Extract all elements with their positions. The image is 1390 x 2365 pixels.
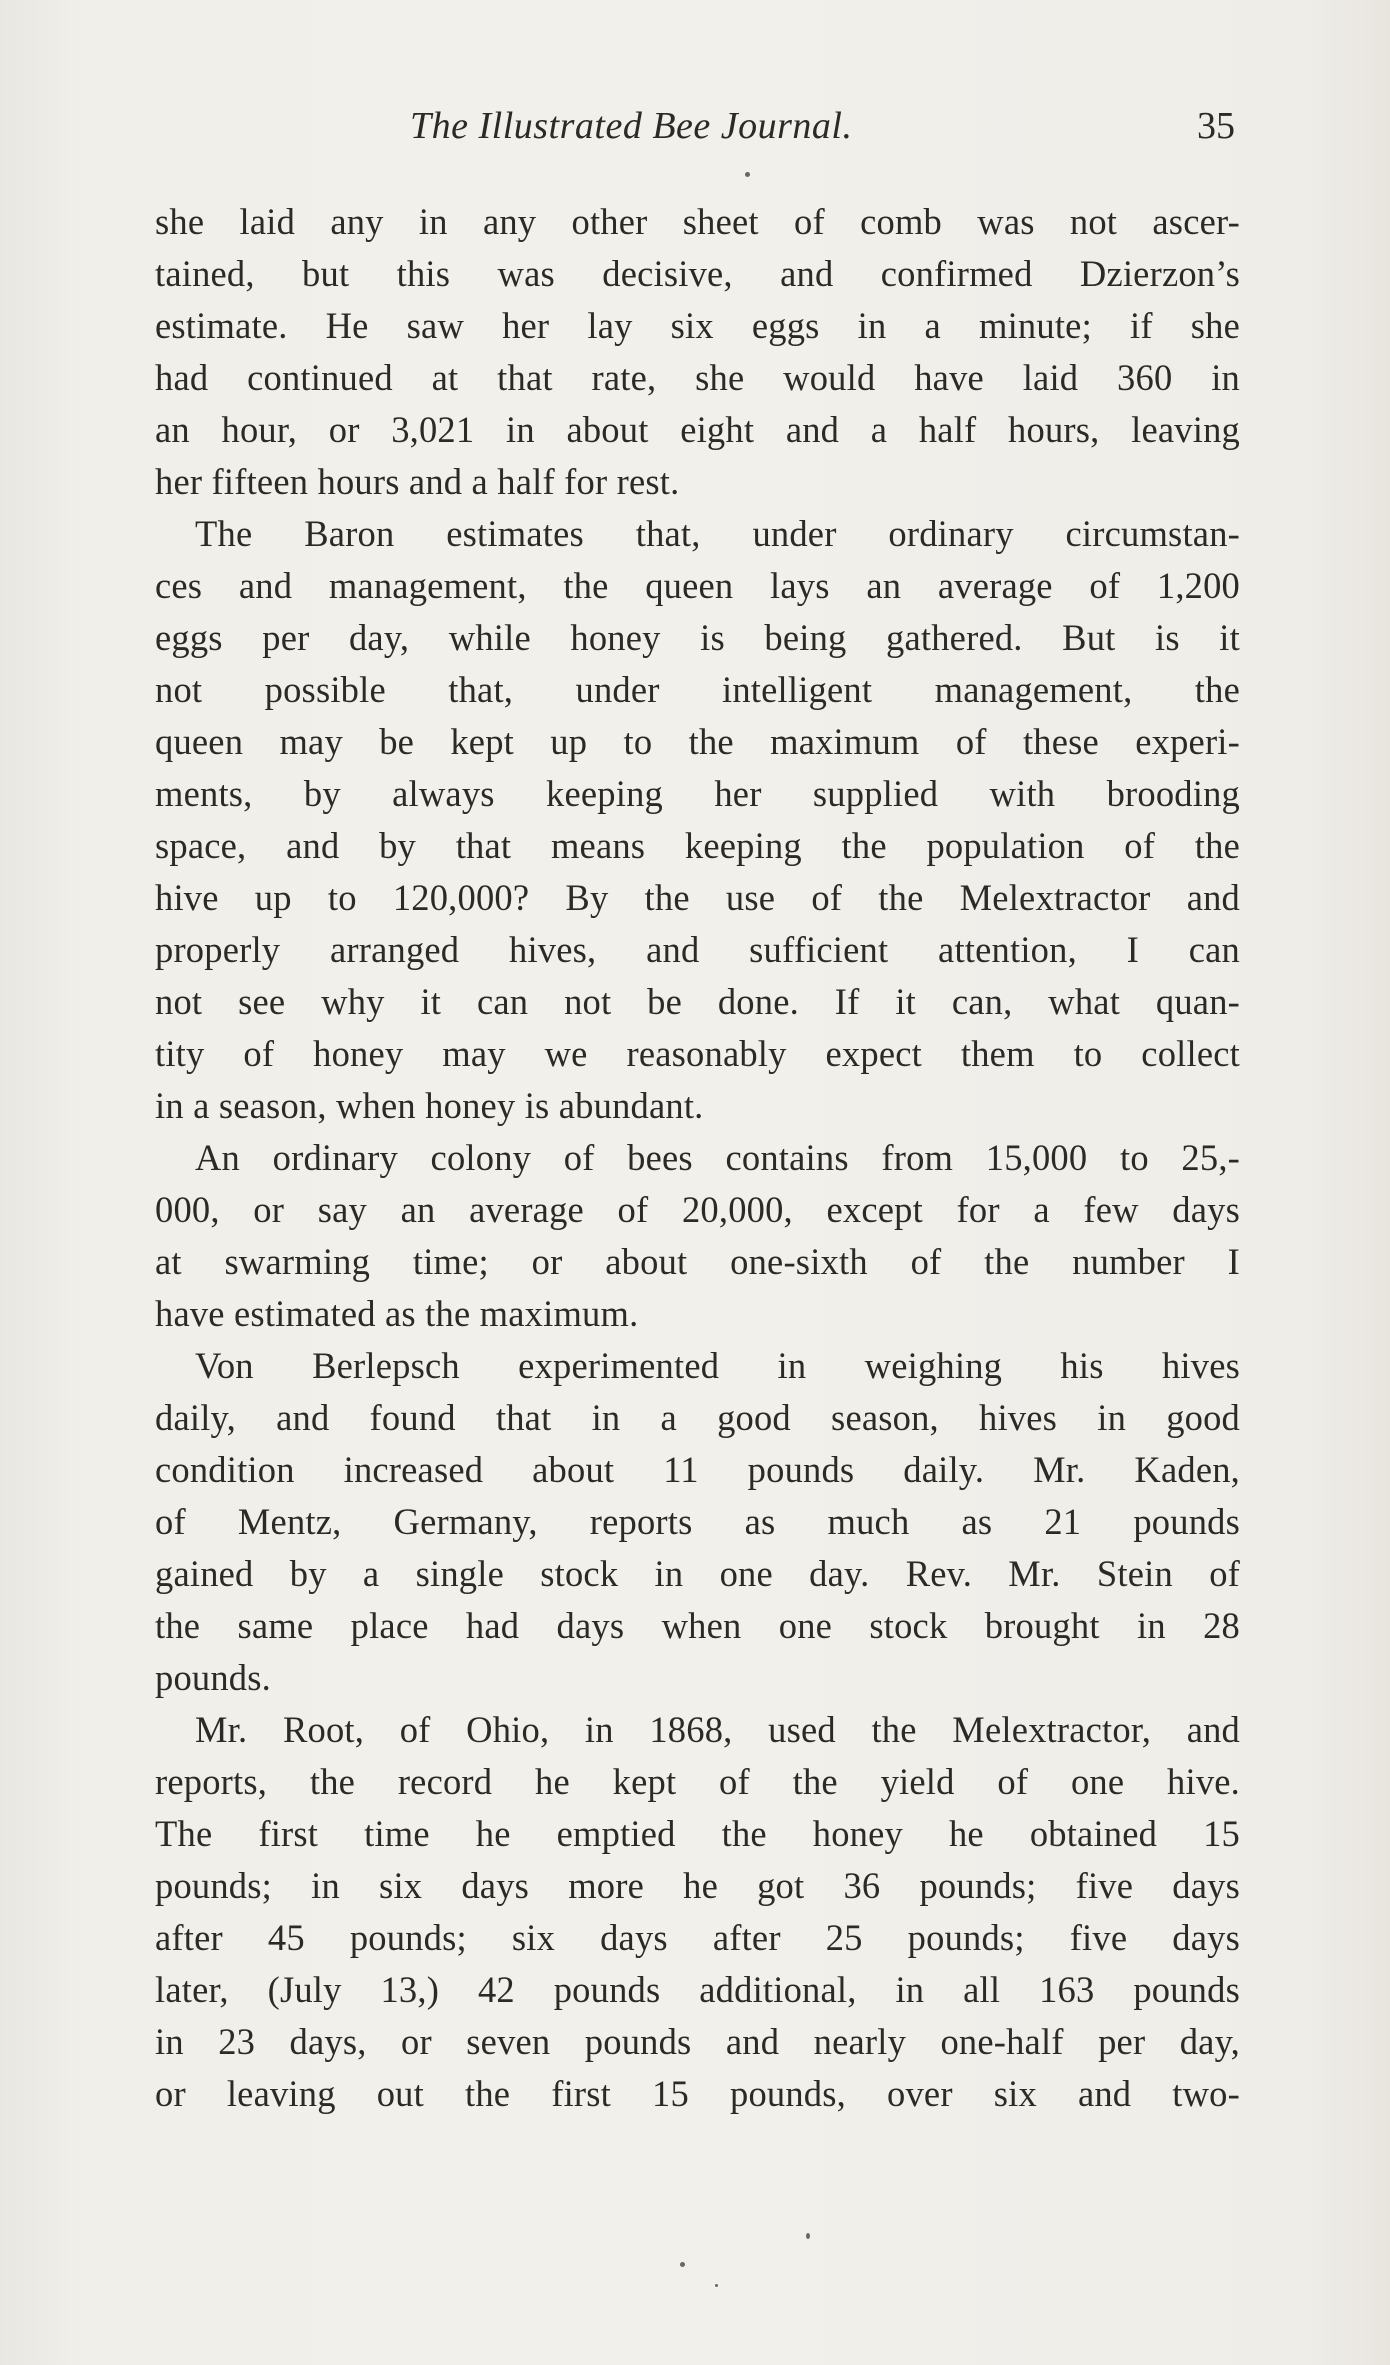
text-line: An ordinary colony of bees contains from 15,000 to 25,- [195, 1137, 1240, 1178]
text-line: hive up to 120,000? By the use of the Melextractor and [155, 877, 1240, 918]
text-line: not see why it can not be done. If it can, what quan- [155, 981, 1240, 1022]
body-text [155, 196, 1240, 2120]
text-line: or leaving out the first 15 pounds, over six and two- [155, 2073, 1240, 2114]
text-line: The Baron estimates that, under ordinary circumstan- [195, 513, 1240, 554]
ink-speck [806, 2233, 810, 2239]
text-line: eggs per day, while honey is being gathered. But is it [155, 617, 1240, 658]
text-line: gained by a single stock in one day. Rev. Mr. Stein of [155, 1553, 1240, 1594]
text-line: her fifteen hours and a half for rest. [155, 461, 680, 502]
text-line: pounds; in six days more he got 36 pounds; five days [155, 1865, 1240, 1906]
text-line: daily, and found that in a good season, hives in good [155, 1397, 1240, 1438]
text-line: of Mentz, Germany, reports as much as 21 pounds [155, 1501, 1240, 1542]
ink-speck [745, 172, 750, 177]
text-line: ments, by always keeping her supplied with brooding [155, 773, 1240, 814]
text-line: The first time he emptied the honey he obtained 15 [155, 1813, 1240, 1854]
ink-speck [680, 2262, 685, 2267]
text-line: tained, but this was decisive, and confirmed Dzierzon’s [155, 253, 1240, 294]
text-line: later, (July 13,) 42 pounds additional, in all 163 pounds [155, 1969, 1240, 2010]
text-line: 000, or say an average of 20,000, except for a few days [155, 1189, 1240, 1230]
text-line: properly arranged hives, and sufficient attention, I can [155, 929, 1240, 970]
text-line: at swarming time; or about one-sixth of the number I [155, 1241, 1240, 1282]
text-line: ces and management, the queen lays an average of 1,200 [155, 565, 1240, 606]
text-line: had continued at that rate, she would have laid 360 in [155, 357, 1240, 398]
text-line: not possible that, under intelligent management, the [155, 669, 1240, 710]
text-line: estimate. He saw her lay six eggs in a minute; if she [155, 305, 1240, 346]
text-line: she laid any in any other sheet of comb was not ascer- [155, 201, 1240, 242]
text-line: condition increased about 11 pounds daily. Mr. Kaden, [155, 1449, 1240, 1490]
page-number: 35 [1197, 105, 1235, 147]
running-title: The Illustrated Bee Journal. [410, 105, 853, 147]
ink-speck [715, 2284, 718, 2287]
page-header [155, 104, 1240, 164]
text-line: an hour, or 3,021 in about eight and a half hours, leaving [155, 409, 1240, 450]
text-line: the same place had days when one stock brought in 28 [155, 1605, 1240, 1646]
text-line: have estimated as the maximum. [155, 1293, 639, 1334]
text-line: Von Berlepsch experimented in weighing his hives [195, 1345, 1240, 1386]
text-line: in a season, when honey is abundant. [155, 1085, 704, 1126]
text-line: after 45 pounds; six days after 25 pounds; five days [155, 1917, 1240, 1958]
text-line: queen may be kept up to the maximum of these experi- [155, 721, 1240, 762]
text-line: Mr. Root, of Ohio, in 1868, used the Melextractor, and [195, 1709, 1240, 1750]
text-line: space, and by that means keeping the population of the [155, 825, 1240, 866]
text-line: in 23 days, or seven pounds and nearly one-half per day, [155, 2021, 1240, 2062]
text-line: pounds. [155, 1657, 271, 1698]
text-line: tity of honey may we reasonably expect them to collect [155, 1033, 1240, 1074]
text-line: reports, the record he kept of the yield of one hive. [155, 1761, 1240, 1802]
